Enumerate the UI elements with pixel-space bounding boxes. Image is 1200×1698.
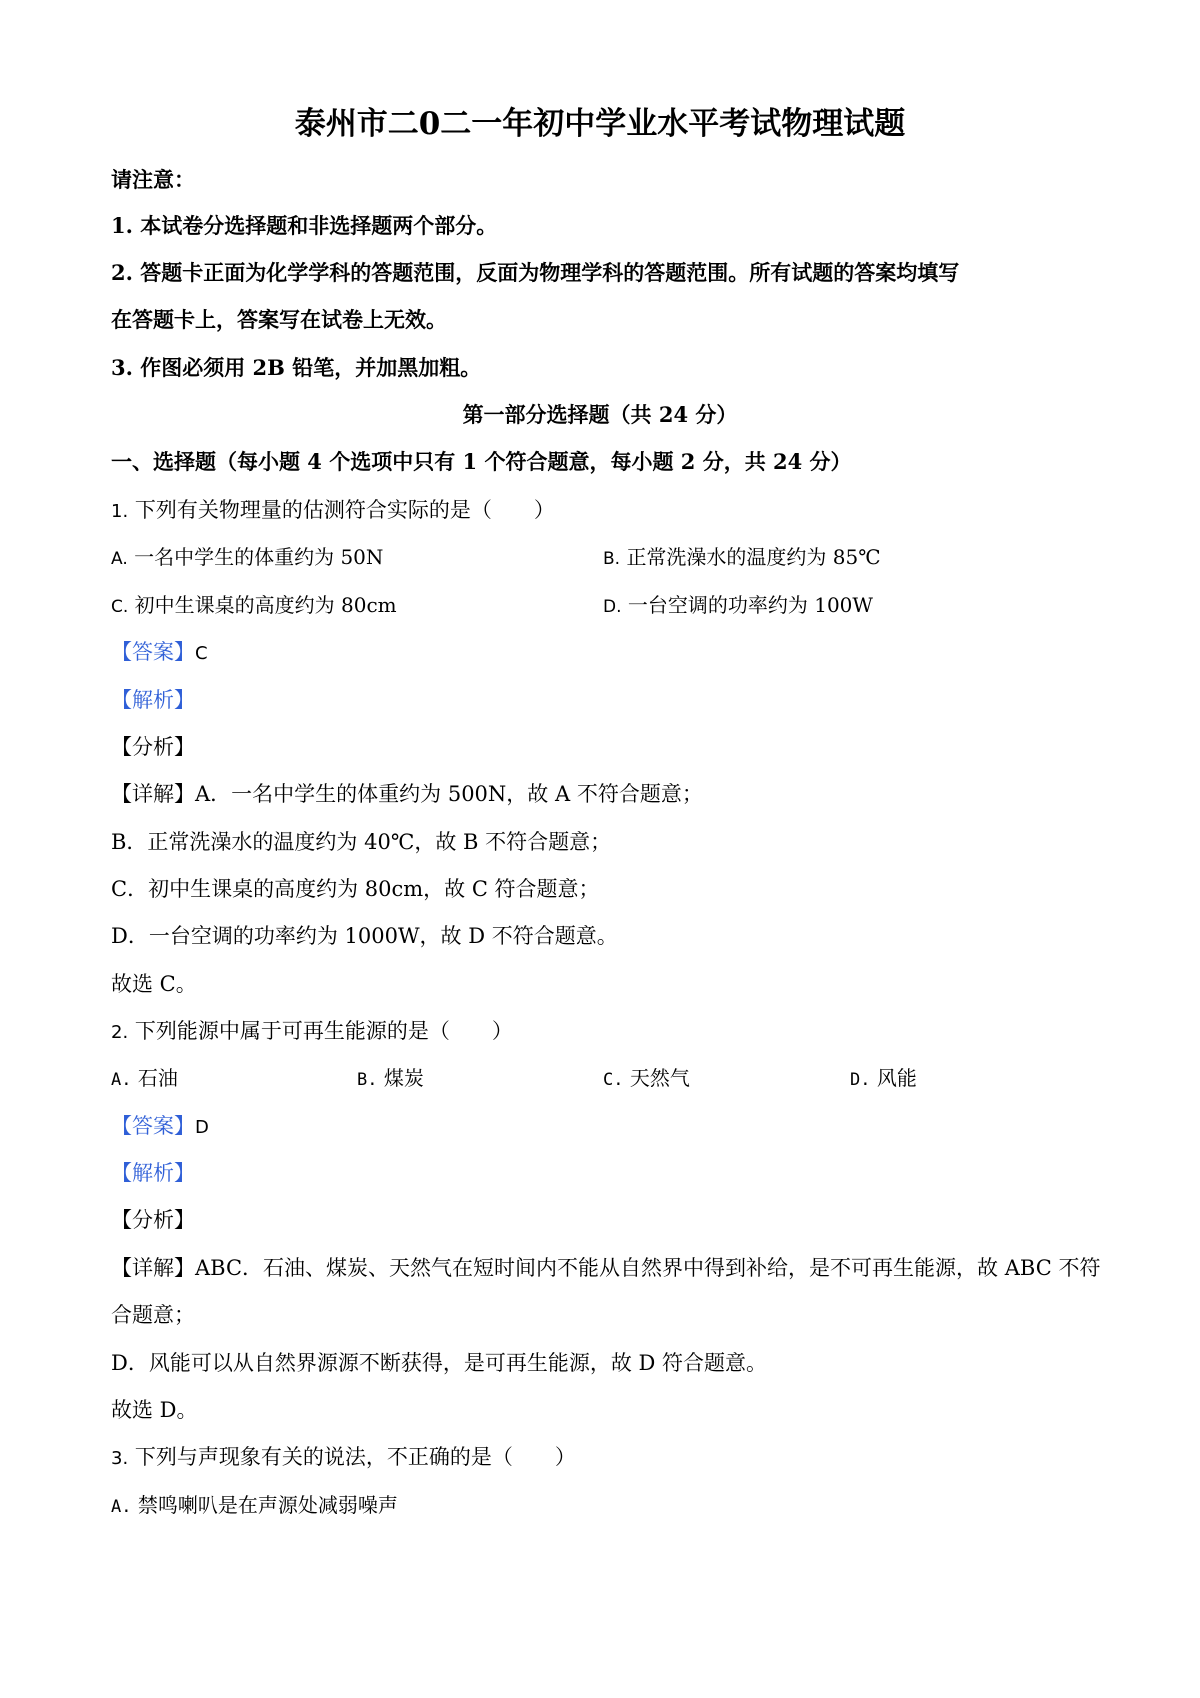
question-1-answer: [111, 638, 208, 668]
question-2-detail-2: D．风能可以从自然界源源不断获得，是可再生能源，故 D 符合题意。: [111, 1351, 768, 1375]
question-1-detail-1: [111, 780, 703, 808]
question-1-detail-4: D．一台空调的功率约为 1000W，故 D 不符合题意。: [111, 924, 618, 948]
question-2-analysis-label: 【解析】: [111, 1161, 195, 1185]
question-1-stem: [111, 496, 555, 526]
question-2-option-a: [111, 1064, 178, 1094]
answer-value: C: [195, 643, 208, 664]
question-text: 下列与声现象有关的说法，不正确的是（ ）: [134, 1445, 576, 1469]
question-1-option-a: [111, 543, 383, 573]
option-text: 石油: [137, 1066, 178, 1090]
option-text: 煤炭: [383, 1066, 424, 1090]
question-number: 1.: [111, 501, 129, 522]
question-1-analysis-label: 【解析】: [111, 688, 195, 712]
option-letter: A.: [111, 549, 128, 569]
option-text: 禁鸣喇叭是在声源处减弱噪声: [137, 1493, 398, 1517]
option-letter: B.: [603, 549, 621, 569]
question-2-stem: [111, 1017, 513, 1047]
detail-label: 【详解】: [111, 782, 195, 806]
question-text: 下列能源中属于可再生能源的是（ ）: [134, 1019, 513, 1043]
question-text: 下列有关物理量的估测符合实际的是（ ）: [134, 498, 555, 522]
question-number: 3.: [111, 1448, 129, 1469]
question-2-conclusion: 故选 D。: [111, 1398, 198, 1422]
notice-item-2-cont: 在答题卡上，答案写在试卷上无效。: [111, 307, 447, 332]
answer-value: D: [195, 1117, 209, 1138]
option-text: 初中生课桌的高度约为 80cm: [134, 593, 397, 617]
question-2-option-d: [850, 1064, 917, 1094]
question-2-option-b: [357, 1064, 424, 1094]
option-text: 正常洗澡水的温度约为 85℃: [626, 545, 881, 569]
question-1-option-c: [111, 591, 397, 621]
question-3-option-a: [111, 1491, 398, 1521]
option-letter: D.: [603, 597, 622, 617]
exam-title: 泰州市二0二一年初中学业水平考试物理试题: [294, 106, 906, 142]
option-letter: A.: [111, 1497, 132, 1517]
answer-label: 【答案】: [111, 1114, 195, 1138]
notice-item-2: 2. 答题卡正面为化学学科的答题范围，反面为物理学科的答题范围。所有试题的答案均填写: [111, 260, 960, 285]
notice-item-1: 1. 本试卷分选择题和非选择题两个部分。: [111, 213, 498, 238]
question-1-fenxi-label: 【分析】: [111, 735, 195, 759]
option-text: 风能: [876, 1066, 917, 1090]
question-2-fenxi-label: 【分析】: [111, 1208, 195, 1232]
question-2-answer: [111, 1112, 209, 1142]
option-letter: C.: [111, 597, 129, 617]
question-number: 2.: [111, 1022, 129, 1043]
notice-heading: 请注意：: [111, 167, 195, 192]
option-letter: C.: [603, 1070, 624, 1090]
detail-label: 【详解】: [111, 1256, 195, 1280]
detail-text: A．一名中学生的体重约为 500N，故 A 不符合题意；: [195, 782, 703, 806]
question-3-stem: [111, 1443, 576, 1473]
question-1-conclusion: 故选 C。: [111, 972, 197, 996]
question-1-option-b: [603, 543, 881, 573]
notice-item-3: 3. 作图必须用 2B 铅笔，并加黑加粗。: [111, 355, 482, 380]
question-2-detail-1: [111, 1254, 1100, 1282]
question-1-detail-3: C．初中生课桌的高度约为 80cm，故 C 符合题意；: [111, 877, 600, 901]
option-text: 天然气: [629, 1066, 690, 1090]
question-1-detail-2: B．正常洗澡水的温度约为 40℃，故 B 不符合题意；: [111, 830, 612, 854]
option-letter: B.: [357, 1070, 378, 1090]
detail-text: ABC．石油、煤炭、天然气在短时间内不能从自然界中得到补给，是不可再生能源，故 ABC 不符: [195, 1256, 1101, 1280]
option-text: 一台空调的功率约为 100W: [627, 593, 873, 617]
question-1-option-d: [603, 591, 873, 621]
answer-label: 【答案】: [111, 640, 195, 664]
question-2-detail-1-cont: 合题意；: [111, 1303, 195, 1327]
option-text: 一名中学生的体重约为 50N: [134, 545, 384, 569]
section-title: 一、选择题（每小题 4 个选项中只有 1 个符合题意，每小题 2 分，共 24 分）: [111, 449, 852, 474]
option-letter: A.: [111, 1070, 132, 1090]
part-title: 第一部分选择题（共 24 分）: [462, 402, 738, 427]
question-2-option-c: [603, 1064, 690, 1094]
option-letter: D.: [850, 1070, 871, 1090]
